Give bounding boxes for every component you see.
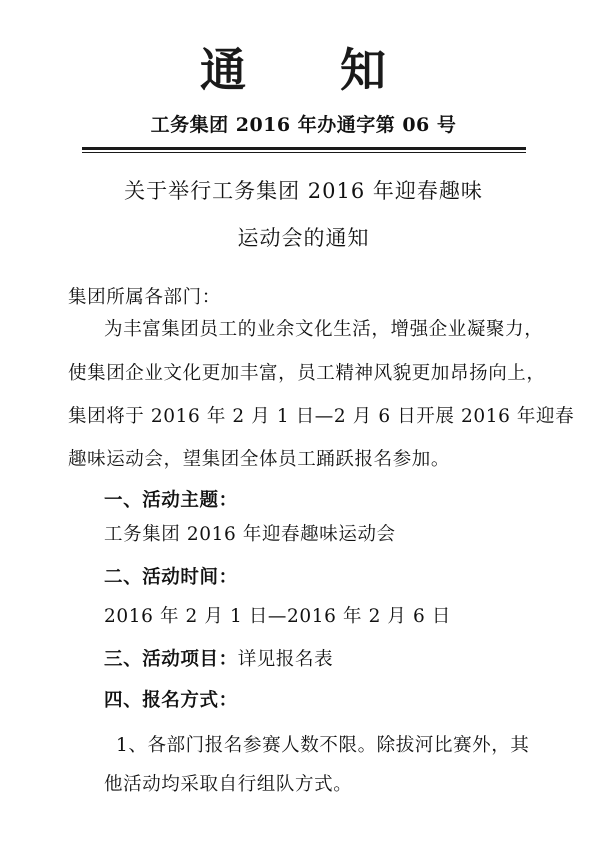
section-3-value: 详见报名表 (237, 649, 334, 670)
notice-title-char-1: 通 (200, 43, 246, 97)
section-2-title: 二、活动时间： (104, 567, 238, 588)
section-4-title: 四、报名方式： (104, 690, 238, 711)
notice-heading-line-1: 关于举行工务集团 2016 年迎春趣味 (124, 179, 483, 203)
section-2-value: 2016 年 2 月 1 日—2016 年 2 月 6 日 (104, 606, 451, 627)
registration-rule-1-line-1: 1、各部门报名参赛人数不限。除拔河比赛外，其 (116, 735, 530, 756)
header-divider-thin (82, 152, 526, 153)
header-divider-thick (82, 147, 526, 150)
section-3 (104, 647, 333, 673)
intro-line-4: 趣味运动会，望集团全体员工踊跃报名参加。 (68, 449, 451, 470)
notice-title (0, 40, 607, 100)
notice-title-char-2: 知 (340, 43, 386, 97)
section-1-value: 工务集团 2016 年迎春趣味运动会 (104, 524, 396, 545)
section-3-title: 三、活动项目： (104, 649, 238, 670)
registration-rule-1-line-2: 他活动均采取自行组队方式。 (104, 774, 353, 795)
notice-heading-line-2: 运动会的通知 (237, 226, 370, 250)
document-number: 工务集团 2016 年办通字第 06 号 (150, 114, 457, 136)
section-1-title: 一、活动主题： (104, 490, 238, 511)
intro-line-3: 集团将于 2016 年 2 月 1 日—2 月 6 日开展 2016 年迎春 (68, 406, 575, 427)
salutation: 集团所属各部门： (68, 287, 221, 308)
intro-line-1: 为丰富集团员工的业余文化生活，增强企业凝聚力， (104, 319, 544, 340)
intro-line-2: 使集团企业文化更加丰富，员工精神风貌更加昂扬向上， (68, 363, 546, 384)
